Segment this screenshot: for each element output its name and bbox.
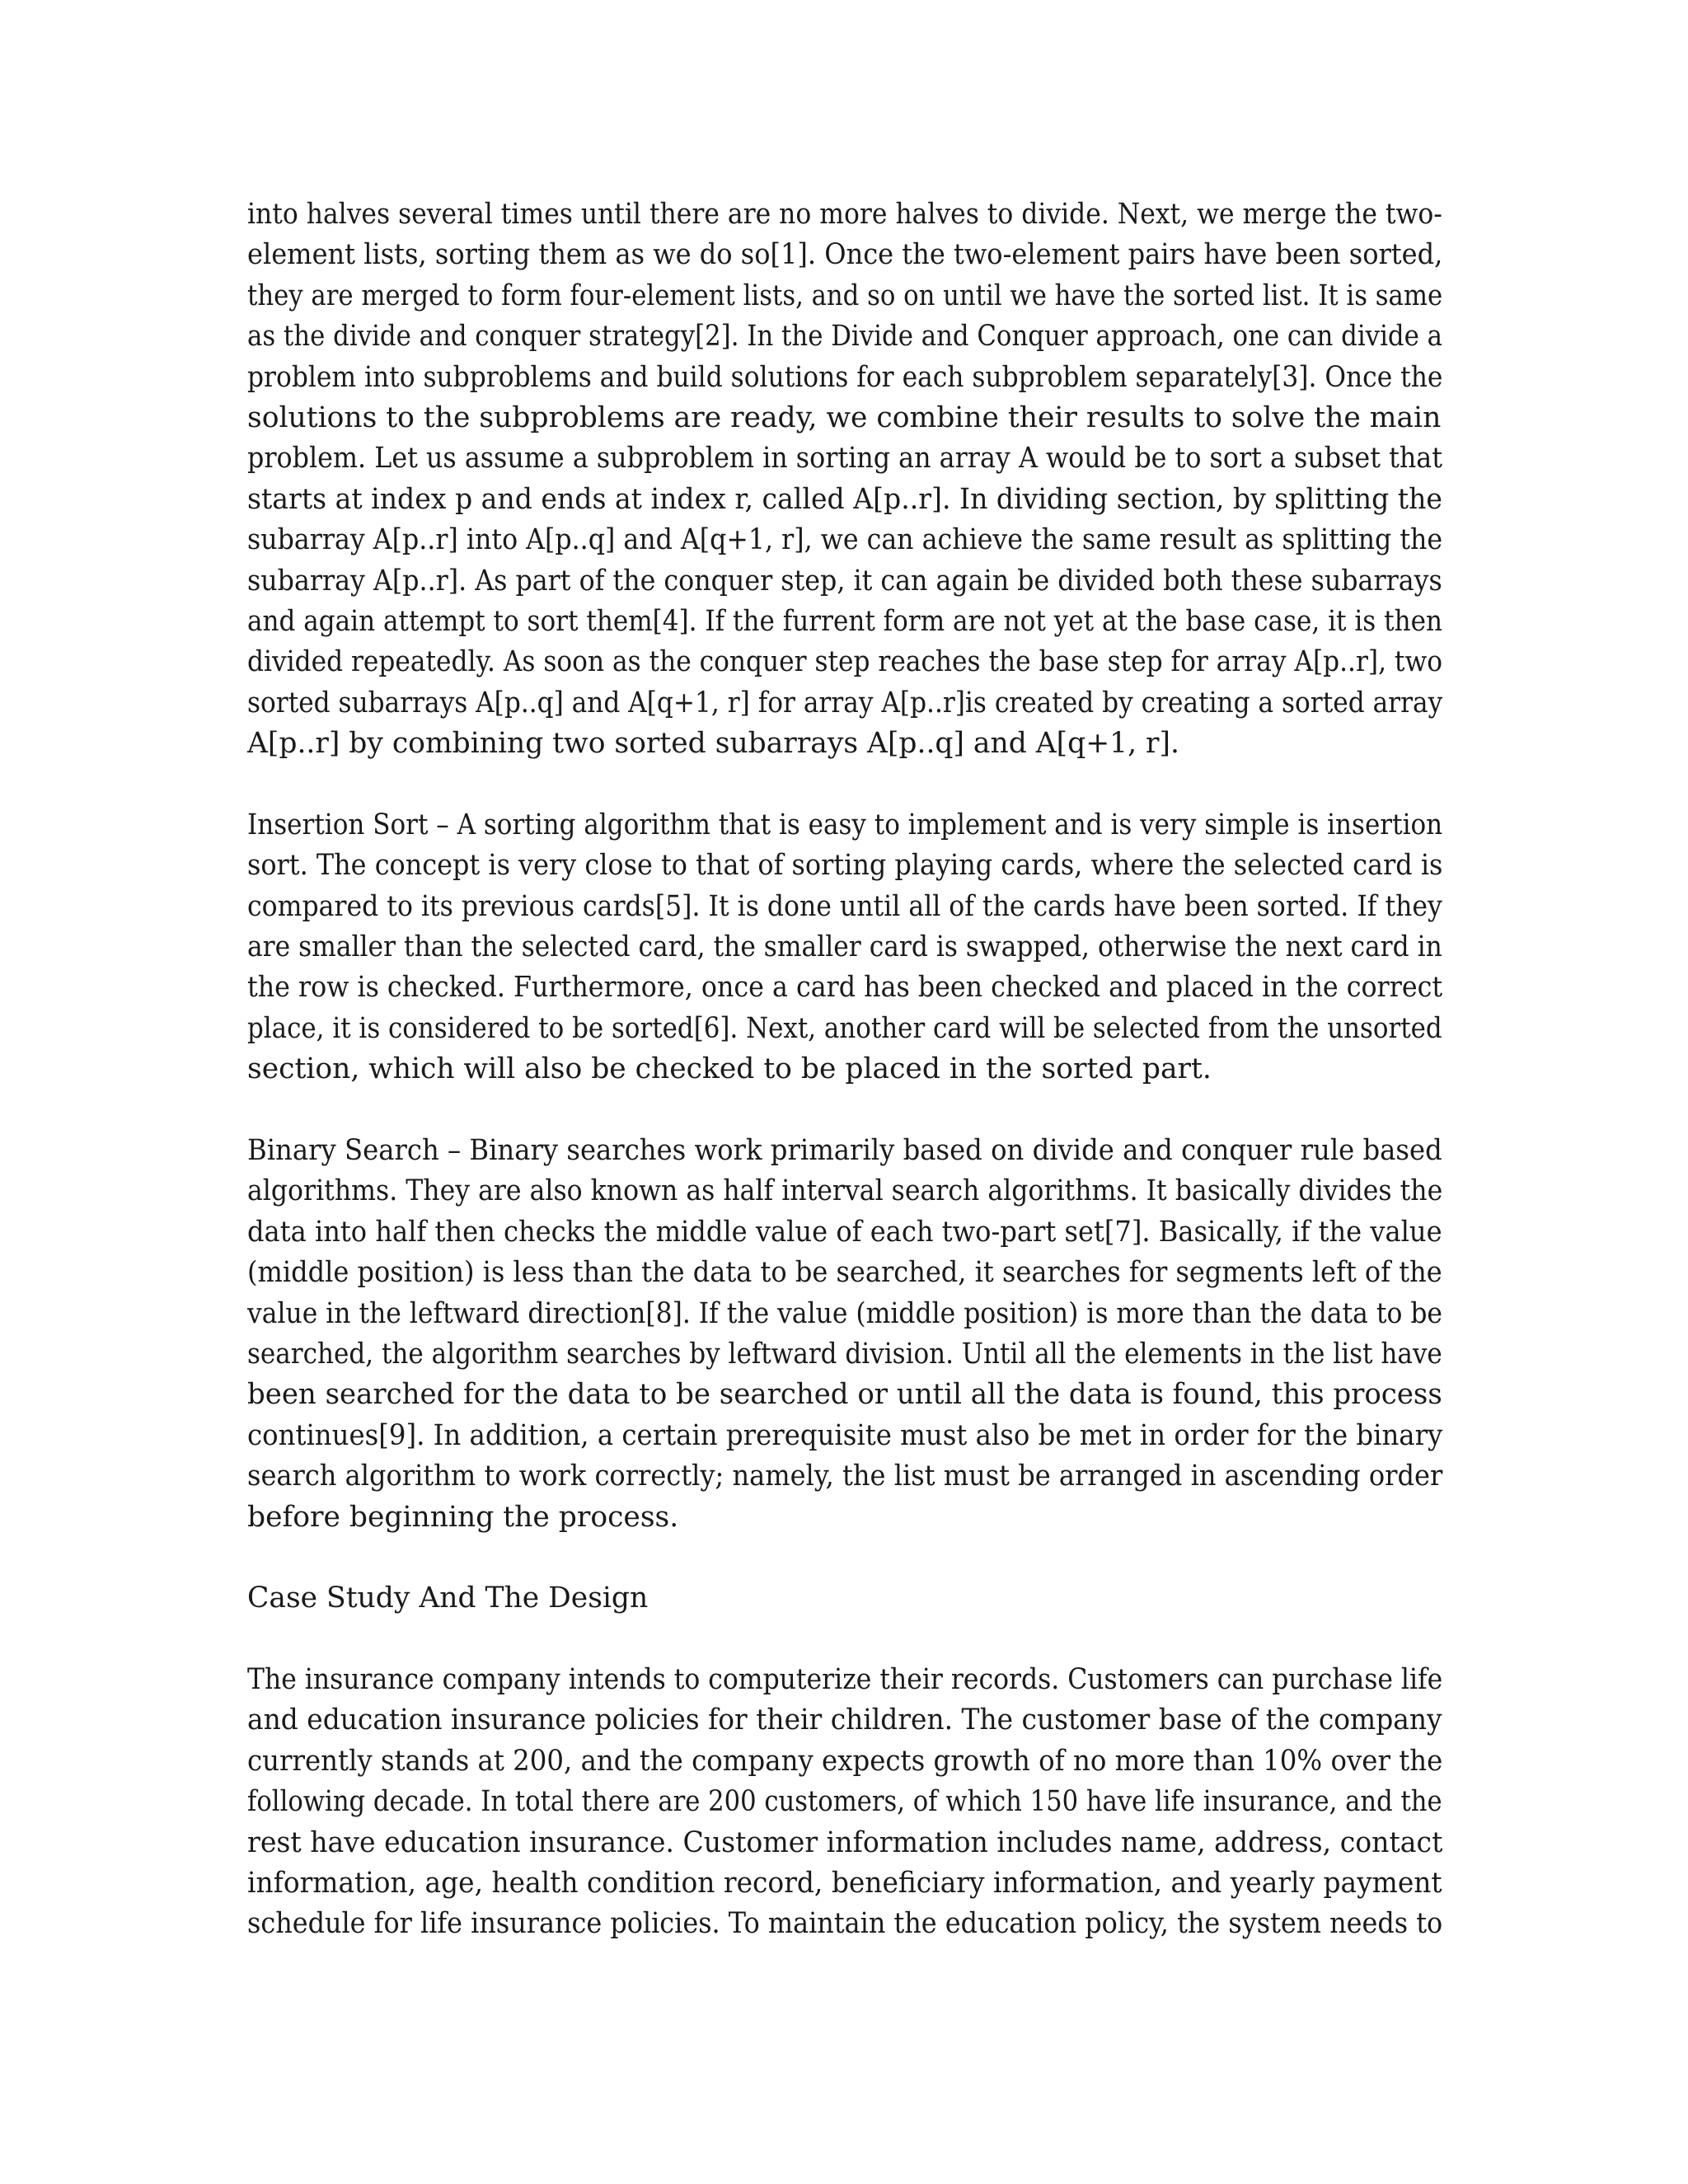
section-heading-text: Case Study And The Design	[247, 1582, 649, 1615]
text-line: algorithms. They are also known as half interval search algorithms. It basically divides the	[247, 1174, 1443, 1208]
paragraph-insertion-sort	[247, 805, 1442, 1090]
text-line: information, age, health condition record, beneficiary information, and yearly payment	[247, 1867, 1442, 1900]
paragraph-merge-sort	[247, 194, 1442, 764]
text-line: sorted subarrays A[p..q] and A[q+1, r] for array A[p..r]is created by creating a sorted array	[247, 686, 1443, 719]
paragraph-binary-search	[247, 1131, 1442, 1538]
text-line: Insertion Sort – A sorting algorithm that is easy to implement and is very simple is insertion	[247, 808, 1443, 841]
paragraph-case-study	[247, 1660, 1442, 1945]
text-line: subarray A[p..r] into A[p..q] and A[q+1, r], we can achieve the same result as splitting the	[247, 523, 1443, 557]
text-line: currently stands at 200, and the company expects growth of no more than 10% over the	[247, 1744, 1443, 1778]
text-line: and again attempt to sort them[4]. If the furrent form are not yet at the base case, it is then	[247, 604, 1442, 638]
text-line: Binary Search – Binary searches work primarily based on divide and conquer rule based	[247, 1133, 1442, 1167]
text-line: following decade. In total there are 200 customers, of which 150 have life insurance, and the	[247, 1785, 1442, 1819]
text-line: subarray A[p..r]. As part of the conquer step, it can again be divided both these subarrays	[247, 564, 1442, 598]
text-line: schedule for life insurance policies. To maintain the education policy, the system needs to	[247, 1907, 1443, 1941]
text-line: data into half then checks the middle value of each two-part set[7]. Basically, if the value	[247, 1215, 1442, 1249]
text-line: element lists, sorting them as we do so[1]. Once the two-element pairs have been sorted,	[247, 238, 1443, 272]
text-line: problem into subproblems and build solutions for each subproblem separately[3]. Once the	[247, 360, 1443, 394]
text-line: divided repeatedly. As soon as the conquer step reaches the base step for array A[p..r], two	[247, 645, 1443, 679]
text-line: solutions to the subproblems are ready, we combine their results to solve the main	[247, 401, 1442, 434]
text-line: and education insurance policies for their children. The customer base of the company	[247, 1704, 1442, 1737]
document-body	[247, 194, 1442, 1985]
text-line: The insurance company intends to computerize their records. Customers can purchase life	[247, 1663, 1443, 1697]
text-line: are smaller than the selected card, the smaller card is swapped, otherwise the next card in	[247, 930, 1442, 964]
text-line: compared to its previous cards[5]. It is done until all of the cards have been sorted. If they	[247, 889, 1442, 923]
text-line: place, it is considered to be sorted[6]. Next, another card will be selected from the unsorted	[247, 1011, 1442, 1045]
text-line: section, which will also be checked to be placed in the sorted part.	[247, 1052, 1212, 1086]
text-line: starts at index p and ends at index r, called A[p..r]. In dividing section, by splitting the	[247, 482, 1443, 516]
text-line: A[p..r] by combining two sorted subarrays A[p..q] and A[q+1, r].	[247, 727, 1179, 761]
text-line: (middle position) is less than the data to be searched, it searches for segments left of the	[247, 1256, 1442, 1290]
text-line: before beginning the process.	[247, 1500, 679, 1534]
text-line: continues[9]. In addition, a certain prerequisite must also be met in order for the binary	[247, 1418, 1443, 1452]
text-line: been searched for the data to be searched or until all the data is found, this process	[247, 1378, 1442, 1412]
text-line: into halves several times until there are no more halves to divide. Next, we merge the two-	[247, 198, 1442, 231]
text-line: searched, the algorithm searches by leftward division. Until all the elements in the list have	[247, 1337, 1442, 1371]
section-heading	[247, 1578, 1442, 1619]
text-line: they are merged to form four-element lists, and so on until we have the sorted list. It is same	[247, 279, 1443, 312]
text-line: as the divide and conquer strategy[2]. In the Divide and Conquer approach, one can divide a	[247, 320, 1442, 354]
text-line: rest have education insurance. Customer information includes name, address, contact	[247, 1825, 1443, 1859]
text-line: the row is checked. Furthermore, once a card has been checked and placed in the correct	[247, 971, 1443, 1005]
text-line: problem. Let us assume a subproblem in sorting an array A would be to sort a subset that	[247, 442, 1442, 476]
text-line: value in the leftward direction[8]. If the value (middle position) is more than the data to be	[247, 1296, 1442, 1330]
text-line: search algorithm to work correctly; namely, the list must be arranged in ascending order	[247, 1460, 1443, 1493]
text-line: sort. The concept is very close to that of sorting playing cards, where the selected card is	[247, 849, 1443, 883]
